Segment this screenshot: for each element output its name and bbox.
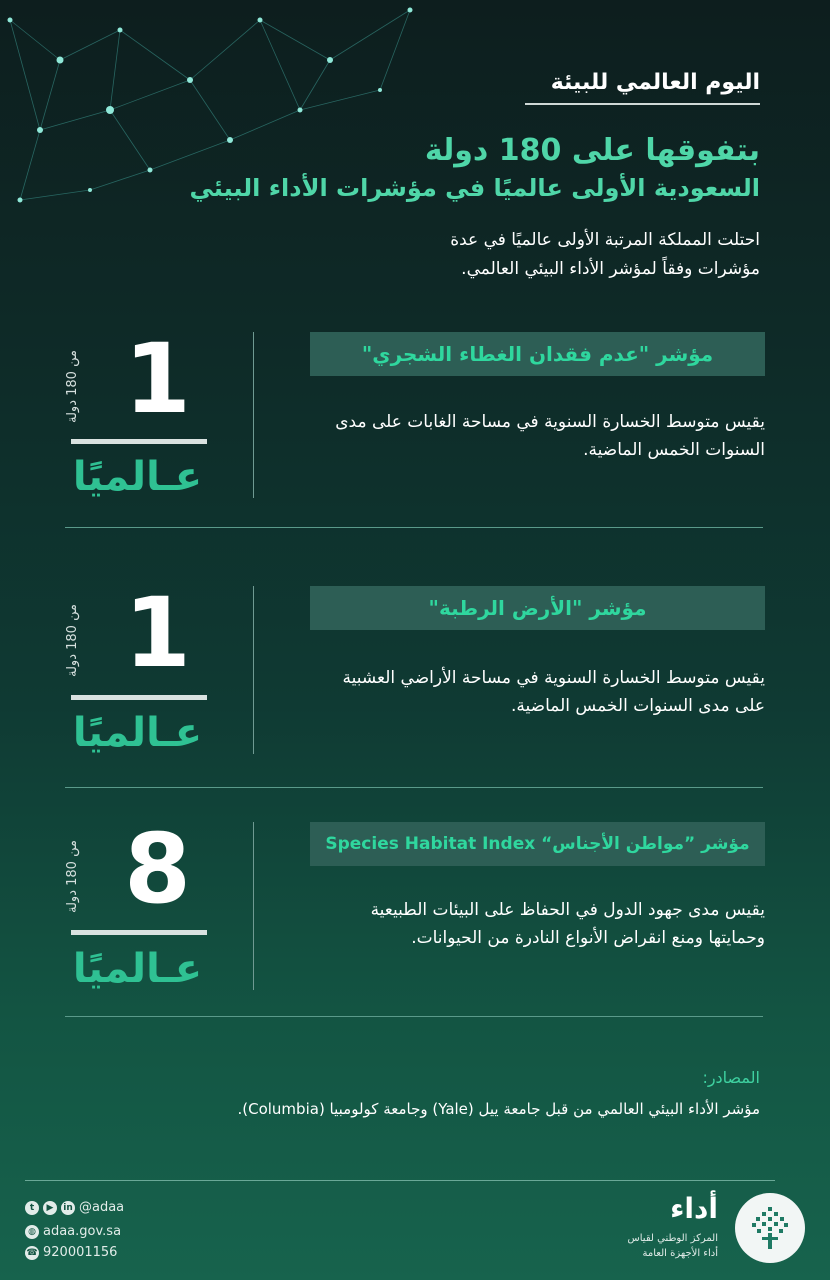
rank-number: 1 [124, 323, 191, 435]
social-handle[interactable]: @adaa [79, 1200, 125, 1215]
phone-icon: ☎ [26, 1247, 38, 1258]
adaa-logo-word: أداء [670, 1192, 718, 1225]
social-links[interactable] [25, 1200, 124, 1215]
rank-column [65, 577, 210, 756]
card-divider [253, 822, 254, 990]
globe-icon: ◍ [25, 1225, 39, 1239]
rank-divider [71, 439, 207, 444]
sources-label: المصادر: [702, 1068, 760, 1087]
adaa-logo-line-1: المركز الوطني لقياس [627, 1233, 718, 1244]
indicator-card [65, 813, 765, 992]
tree-icon [735, 1193, 805, 1263]
rank-number: 1 [124, 577, 191, 689]
youtube-icon[interactable]: ▶ [43, 1201, 57, 1215]
adaa-logo-line-2: أداء الأجهزة العامة [642, 1248, 718, 1259]
rank-column [65, 323, 210, 500]
indicator-description: يقيس متوسط الخسارة السنوية في مساحة الأراضي العشبية على مدى السنوات الخمس الماضية. [342, 668, 765, 716]
footer-divider [25, 1180, 775, 1181]
rank-globally-label: عـالميًا [72, 710, 203, 756]
rank-column [65, 813, 210, 992]
indicator-title: مؤشر ”مواطن الأجناس“ Species Habitat Index [310, 822, 765, 866]
rank-globally-label: عـالميًا [72, 946, 203, 992]
website-link[interactable] [25, 1224, 121, 1239]
rank-from-label: من 180 دولة [65, 350, 80, 424]
indicator-card [65, 577, 765, 756]
section-tag: اليوم العالمي للبيئة [525, 70, 760, 105]
website-text[interactable]: adaa.gov.sa [43, 1224, 122, 1239]
rank-from-label: من 180 دولة [65, 840, 80, 914]
card-divider [253, 332, 254, 498]
headline-primary: بتفوقها على 180 دولة [424, 133, 760, 168]
card-separator [65, 787, 763, 788]
card-divider [253, 586, 254, 754]
rank-from-label: من 180 دولة [65, 604, 80, 678]
sources-text: مؤشر الأداء البيئي العالمي من قبل جامعة ييل (Yale) وجامعة كولومبيا (Columbia). [237, 1100, 760, 1118]
indicator-title: مؤشر "عدم فقدان الغطاء الشجري" [310, 332, 765, 376]
adaa-logo-emblem [735, 1193, 805, 1263]
card-separator [65, 527, 763, 528]
indicator-description: يقيس متوسط الخسارة السنوية في مساحة الغابات على مدى السنوات الخمس الماضية. [335, 412, 765, 460]
rank-number: 8 [124, 813, 191, 925]
linkedin-icon[interactable]: in [61, 1201, 75, 1215]
rank-divider [71, 695, 207, 700]
indicator-card [65, 323, 765, 500]
rank-divider [71, 930, 207, 935]
phone-number[interactable]: 920001156 [43, 1245, 118, 1260]
indicator-description: يقيس مدى جهود الدول في الحفاظ على البيئات الطبيعية وحمايتها ومنع انقراض الأنواع النادرة من الحيوانات. [370, 900, 765, 948]
intro-paragraph: احتلت المملكة المرتبة الأولى عالميًا في عدة مؤشرات وفقاً لمؤشر الأداء البيئي العالمي. [450, 230, 760, 279]
indicator-title: مؤشر "الأرض الرطبة" [310, 586, 765, 630]
rank-globally-label: عـالميًا [72, 454, 203, 500]
card-separator [65, 1016, 763, 1017]
twitter-icon[interactable]: t [25, 1201, 39, 1215]
headline-secondary: السعودية الأولى عالميًا في مؤشرات الأداء البيئي [189, 174, 760, 202]
phone-contact[interactable] [25, 1245, 117, 1260]
